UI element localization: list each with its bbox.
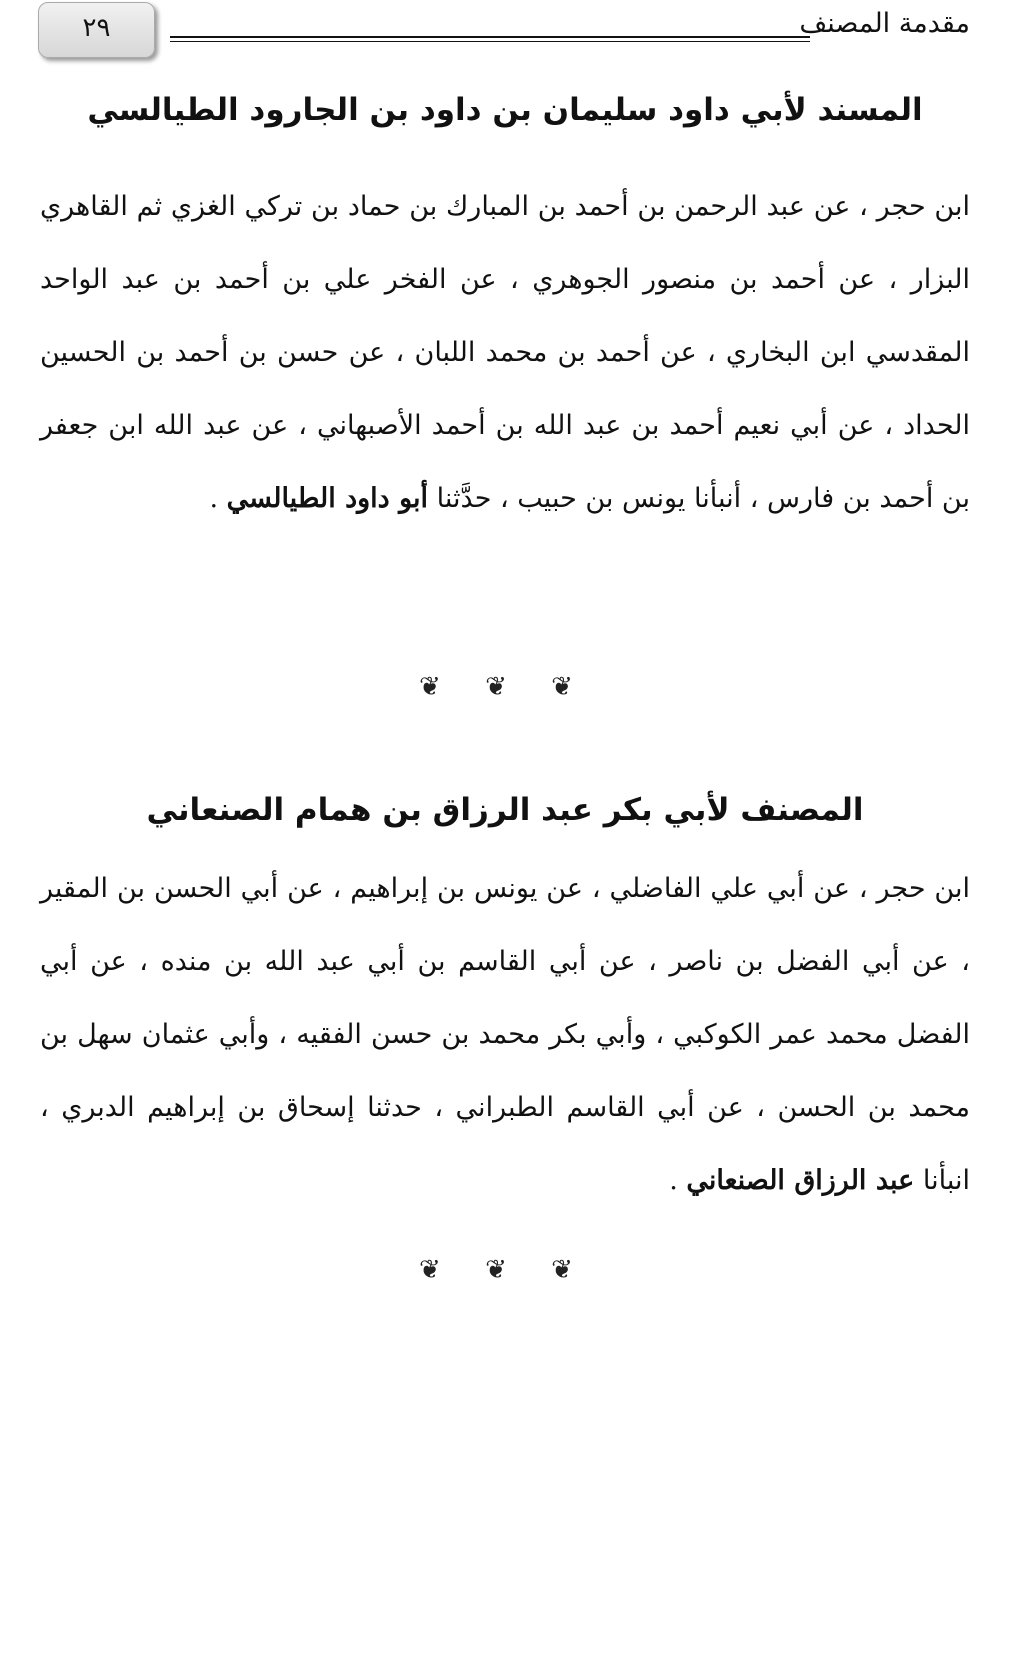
section-title-musnad: المسند لأبي داود سليمان بن داود بن الجارود الطيالسي <box>87 92 923 128</box>
page-number-tab <box>38 2 155 58</box>
header-rule <box>170 36 810 42</box>
section-body-musnad <box>40 170 970 535</box>
page-number: ٢٩ <box>82 13 111 43</box>
body-end: . <box>669 1165 687 1196</box>
emphasis-text: عبد الرزاق الصنعاني <box>686 1165 915 1196</box>
body-text: ابن حجر ، عن أبي علي الفاضلي ، عن يونس بن إبراهيم ، عن أبي الحسن بن المقير ، عن أبي الفضل بن ناصر ، عن أبي القاسم بن أبي عبد الله بن منده ، عن أبي الفضل محمد عمر الكوكبي ، وأبي بكر محمد بن حسن الفقيه ، وأبي عثمان سهل بن محمد بن الحسن ، عن أبي القاسم الطبراني ، حدثنا إسحاق بن إبراهيم الدبري ، انبأنا <box>40 873 970 1196</box>
emphasis-text: أبو داود الطيالسي <box>226 483 429 514</box>
page-header <box>0 0 1010 70</box>
body-text: ابن حجر ، عن عبد الرحمن بن أحمد بن المبارك بن حماد بن تركي الغزي ثم القاهري البزار ، عن أحمد بن منصور الجوهري ، عن الفخر علي بن أحمد بن عبد الواحد المقدسي ابن البخاري ، عن أحمد بن محمد اللبان ، عن حسن بن أحمد بن الحسين الحداد ، عن أبي نعيم أحمد بن عبد الله بن أحمد الأصبهاني ، عن عبد الله ابن جعفر بن أحمد بن فارس ، أنبأنا يونس بن حبيب ، حدَّثنا <box>40 191 970 514</box>
section-divider-ornament: ❦ ❦ ❦ <box>419 1255 591 1285</box>
section-title-musannaf: المصنف لأبي بكر عبد الرزاق بن همام الصنعاني <box>146 792 864 828</box>
section-body-musannaf <box>40 852 970 1217</box>
section-divider-ornament: ❦ ❦ ❦ <box>419 672 591 702</box>
running-title: مقدمة المصنف <box>799 8 970 39</box>
body-end: . <box>209 483 227 514</box>
